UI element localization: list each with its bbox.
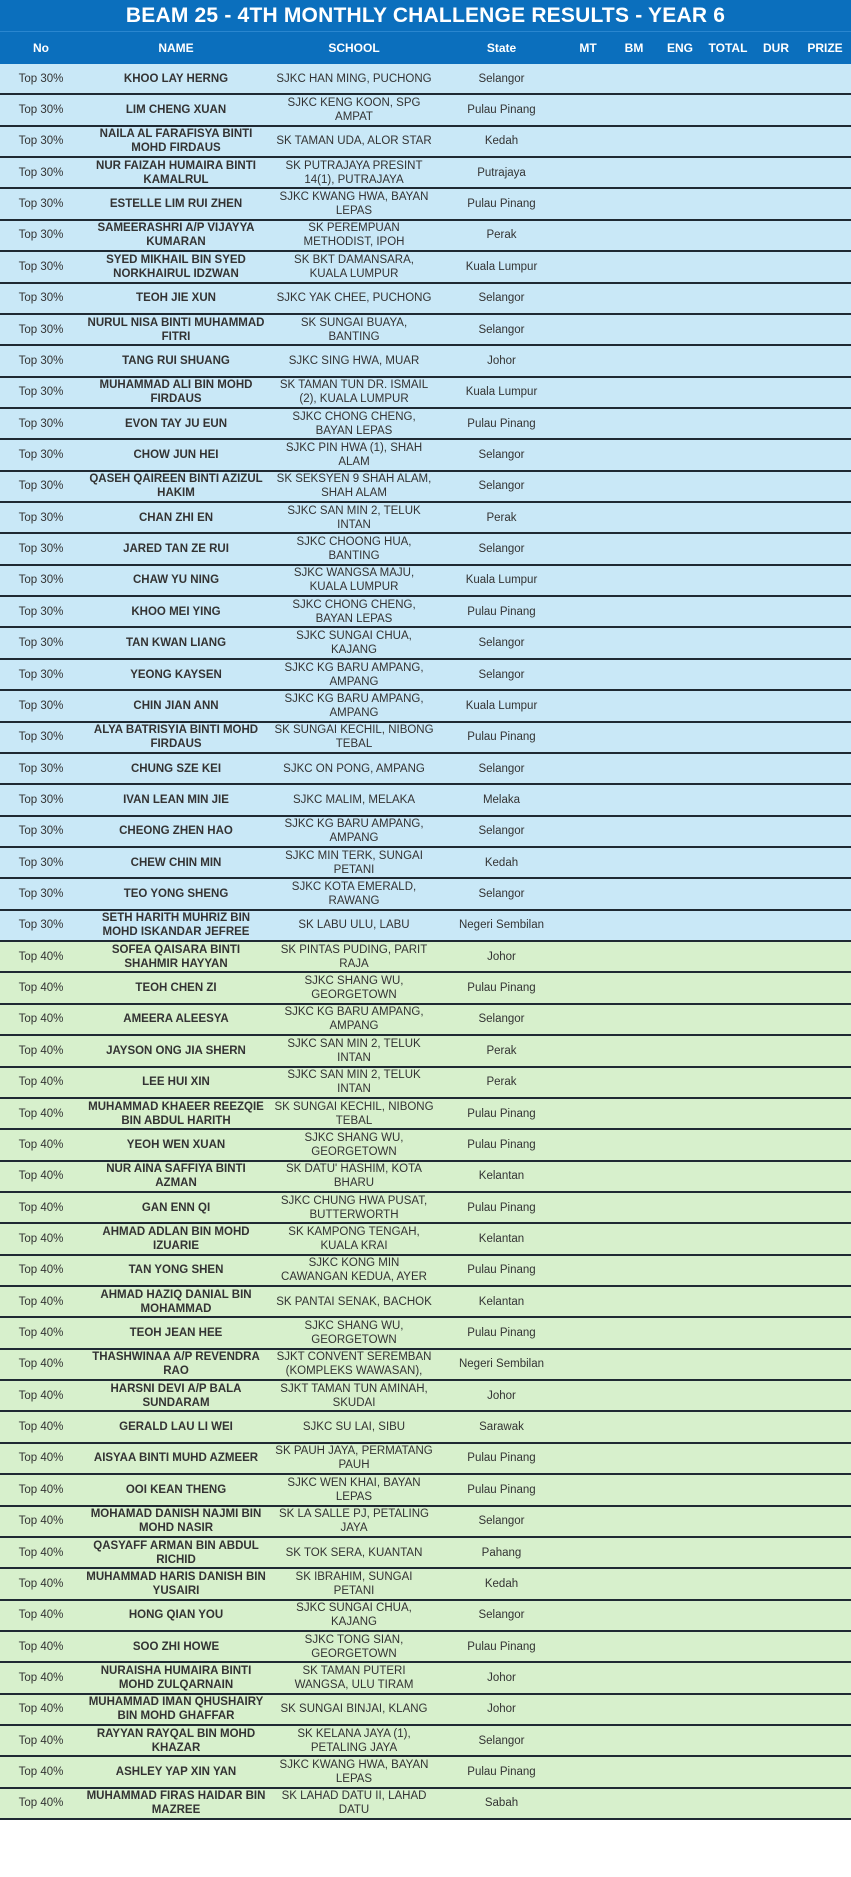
- row-name: AHMAD HAZIQ DANIAL BIN MOHAMMAD: [100, 1288, 252, 1315]
- row-state: Selangor: [478, 668, 525, 681]
- row-name: EVON TAY JU EUN: [124, 417, 228, 430]
- row-name: MUHAMMAD ALI BIN MOHD FIRDAUS: [99, 379, 253, 406]
- table-row: [0, 848, 851, 879]
- row-state: Kuala Lumpur: [465, 699, 538, 712]
- row-state: Pulau Pinang: [467, 198, 536, 211]
- row-name: CHEONG ZHEN HAO: [119, 825, 233, 838]
- row-school: SJKC SAN MIN 2, TELUK INTAN: [287, 1069, 421, 1096]
- row-state: Selangor: [478, 72, 525, 85]
- row-name: ALYA BATRISYIA BINTI MOHD FIRDAUS: [93, 724, 259, 751]
- header-mt: MT: [579, 41, 597, 55]
- row-school: SK PUTRAJAYA PRESINT 14(1), PUTRAJAYA: [285, 159, 423, 186]
- table-row: [0, 1538, 851, 1569]
- table-row: [0, 1318, 851, 1349]
- header-name: NAME: [158, 41, 194, 55]
- row-state: Pahang: [481, 1546, 522, 1559]
- row-state: Negeri Sembilan: [458, 1358, 544, 1371]
- row-school: SJKC KOTA EMERALD, RAWANG: [291, 881, 417, 908]
- row-name: GAN ENN QI: [141, 1201, 211, 1214]
- row-name: LIM CHENG XUAN: [125, 104, 227, 117]
- row-school: SJKC KWANG HWA, BAYAN LEPAS: [279, 191, 429, 218]
- row-rank: Top 40%: [18, 950, 64, 963]
- table-row: [0, 284, 851, 315]
- row-name: JARED TAN ZE RUI: [123, 543, 229, 556]
- table-row: [0, 1475, 851, 1506]
- row-rank: Top 40%: [18, 1640, 64, 1653]
- row-rank: Top 40%: [18, 1797, 64, 1810]
- row-state: Pulau Pinang: [467, 731, 536, 744]
- row-school: SJKC MIN TERK, SUNGAI PETANI: [285, 849, 423, 876]
- row-school: SK PANTAI SENAK, BACHOK: [276, 1295, 432, 1308]
- row-school: SJKC HAN MING, PUCHONG: [276, 72, 432, 85]
- table-row: [0, 597, 851, 628]
- row-rank: Top 40%: [18, 1264, 64, 1277]
- table-row: [0, 1444, 851, 1475]
- table-row: [0, 973, 851, 1004]
- row-name: SOO ZHI HOWE: [132, 1640, 220, 1653]
- row-rank: Top 30%: [18, 731, 64, 744]
- row-rank: Top 40%: [18, 1546, 64, 1559]
- row-state: Selangor: [478, 888, 525, 901]
- row-school: SJKC TONG SIAN, GEORGETOWN: [304, 1633, 404, 1660]
- row-state: Putrajaya: [477, 166, 526, 179]
- row-rank: Top 30%: [18, 354, 64, 367]
- row-rank: Top 30%: [18, 793, 64, 806]
- row-rank: Top 30%: [18, 511, 64, 524]
- row-rank: Top 30%: [18, 699, 64, 712]
- row-name: MUHAMMAD HARIS DANISH BIN YUSAIRI: [86, 1570, 266, 1597]
- row-rank: Top 40%: [18, 1107, 64, 1120]
- row-state: Pulau Pinang: [467, 1327, 536, 1340]
- row-rank: Top 40%: [18, 1452, 64, 1465]
- row-rank: Top 40%: [18, 1483, 64, 1496]
- row-name: CHUNG SZE KEI: [130, 762, 222, 775]
- row-rank: Top 40%: [18, 1013, 64, 1026]
- table-row: [0, 817, 851, 848]
- row-school: SK TAMAN TUN DR. ISMAIL (2), KUALA LUMPUR: [279, 379, 429, 406]
- row-state: Pulau Pinang: [467, 1640, 536, 1653]
- row-state: Negeri Sembilan: [458, 919, 544, 932]
- row-name: TANG RUI SHUANG: [122, 354, 230, 367]
- row-name: CHAN ZHI EN: [138, 511, 214, 524]
- table-row: [0, 628, 851, 659]
- row-name: HONG QIAN YOU: [128, 1609, 224, 1622]
- row-school: SK PAUH JAYA, PERMATANG PAUH: [275, 1445, 433, 1472]
- row-rank: Top 40%: [18, 1421, 64, 1434]
- row-rank: Top 30%: [18, 543, 64, 556]
- row-state: Kelantan: [478, 1232, 525, 1245]
- row-school: SJKT CONVENT SEREMBAN (KOMPLEKS WAWASAN),: [276, 1350, 432, 1377]
- row-name: NURAISHA HUMAIRA BINTI MOHD ZULQARNAIN: [100, 1665, 252, 1691]
- row-rank: Top 40%: [18, 1358, 64, 1371]
- row-school: SJKC KG BARU AMPANG, AMPANG: [284, 1006, 424, 1033]
- row-name: CHAW YU NING: [132, 574, 220, 587]
- row-rank: Top 30%: [18, 323, 64, 336]
- row-school: SJKC KWANG HWA, BAYAN LEPAS: [279, 1759, 429, 1786]
- header-no: No: [33, 41, 49, 55]
- table-row: [0, 785, 851, 816]
- row-state: Johor: [487, 354, 516, 367]
- row-state: Perak: [486, 1044, 517, 1057]
- row-name: MUHAMMAD KHAEER REEZQIE BIN ABDUL HARITH: [88, 1100, 264, 1127]
- row-rank: Top 40%: [18, 1170, 64, 1183]
- table-row: [0, 1789, 851, 1820]
- row-school: SK SUNGAI BINJAI, KLANG: [280, 1703, 428, 1716]
- table-row: [0, 723, 851, 754]
- table-row: [0, 1757, 851, 1788]
- header-school: SCHOOL: [328, 41, 380, 55]
- row-name: YEOH WEN XUAN: [126, 1138, 226, 1151]
- table-row: [0, 1569, 851, 1600]
- row-name: QASYAFF ARMAN BIN ABDUL RICHID: [93, 1539, 259, 1566]
- table-row: [0, 1507, 851, 1538]
- row-rank: Top 40%: [18, 1044, 64, 1057]
- row-state: Melaka: [482, 793, 521, 806]
- row-school: SK IBRAHIM, SUNGAI PETANI: [295, 1570, 413, 1597]
- row-school: SK LAHAD DATU II, LAHAD DATU: [281, 1790, 427, 1817]
- row-name: SETH HARITH MUHRIZ BIN MOHD ISKANDAR JEFREE: [101, 912, 251, 939]
- header-state: State: [486, 41, 517, 55]
- table-row: [0, 1193, 851, 1224]
- row-state: Kedah: [484, 1577, 519, 1590]
- row-state: Pulau Pinang: [467, 417, 536, 430]
- row-school: SJKC SAN MIN 2, TELUK INTAN: [287, 1037, 421, 1064]
- row-rank: Top 30%: [18, 104, 64, 117]
- header-dur: DUR: [763, 41, 789, 55]
- row-rank: Top 40%: [18, 1138, 64, 1151]
- row-name: IVAN LEAN MIN JIE: [123, 793, 229, 806]
- table-row: [0, 1601, 851, 1632]
- row-state: Selangor: [478, 323, 525, 336]
- row-school: SJKC SING HWA, MUAR: [288, 354, 420, 367]
- row-rank: Top 30%: [18, 919, 64, 932]
- row-state: Kedah: [484, 856, 519, 869]
- row-name: SAMEERASHRI A/P VIJAYYA KUMARAN: [97, 222, 255, 249]
- table-row: [0, 1663, 851, 1694]
- table-row: [0, 189, 851, 220]
- table-row: [0, 1068, 851, 1099]
- row-name: QASEH QAIREEN BINTI AZIZUL HAKIM: [89, 473, 263, 500]
- row-name: MOHAMAD DANISH NAJMI BIN MOHD NASIR: [90, 1508, 262, 1535]
- row-school: SK LABU ULU, LABU: [298, 919, 410, 932]
- table-row: [0, 409, 851, 440]
- row-state: Kuala Lumpur: [465, 574, 538, 587]
- row-state: Kelantan: [478, 1295, 525, 1308]
- row-school: SJKC SHANG WU, GEORGETOWN: [304, 1320, 404, 1347]
- row-school: SJKC SUNGAI CHUA, KAJANG: [296, 630, 412, 657]
- row-school: SJKC SAN MIN 2, TELUK INTAN: [287, 504, 421, 531]
- row-rank: Top 30%: [18, 386, 64, 399]
- header-total: TOTAL: [708, 41, 748, 55]
- row-rank: Top 40%: [18, 1515, 64, 1528]
- row-state: Perak: [486, 1076, 517, 1089]
- row-name: RAYYAN RAYQAL BIN MOHD KHAZAR: [96, 1727, 256, 1754]
- row-state: Kuala Lumpur: [465, 260, 538, 273]
- table-row: [0, 566, 851, 597]
- row-name: TAN KWAN LIANG: [125, 637, 227, 650]
- row-name: YEONG KAYSEN: [130, 668, 222, 681]
- row-rank: Top 30%: [18, 825, 64, 838]
- table-row: [0, 1005, 851, 1036]
- row-state: Sabah: [484, 1797, 519, 1810]
- row-name: CHIN JIAN ANN: [133, 699, 219, 712]
- row-rank: Top 30%: [18, 574, 64, 587]
- table-row: [0, 158, 851, 189]
- row-state: Selangor: [478, 1013, 525, 1026]
- row-state: Johor: [487, 1389, 516, 1402]
- table-row: [0, 1099, 851, 1130]
- row-name: OOI KEAN THENG: [125, 1483, 227, 1496]
- row-school: SJKC CHONG CHENG, BAYAN LEPAS: [292, 598, 416, 625]
- row-rank: Top 30%: [18, 762, 64, 775]
- row-name: JAYSON ONG JIA SHERN: [106, 1044, 246, 1057]
- row-rank: Top 30%: [18, 856, 64, 869]
- table-row: [0, 95, 851, 126]
- row-state: Pulau Pinang: [467, 1201, 536, 1214]
- table-row: [0, 879, 851, 910]
- row-state: Johor: [487, 1672, 516, 1684]
- row-school: SJKC CHONG CHENG, BAYAN LEPAS: [292, 410, 416, 437]
- row-rank: Top 40%: [18, 1577, 64, 1590]
- row-name: TAN YONG SHEN: [128, 1264, 224, 1277]
- row-school: SK KAMPONG TENGAH, KUALA KRAI: [288, 1225, 420, 1252]
- row-rank: Top 30%: [18, 72, 64, 85]
- row-name: CHOW JUN HEI: [133, 448, 219, 461]
- row-name: KHOO LAY HERNG: [123, 72, 229, 85]
- table-row: [0, 660, 851, 691]
- row-rank: Top 30%: [18, 135, 64, 148]
- row-rank: Top 30%: [18, 480, 64, 493]
- row-school: SK SUNGAI KECHIL, NIBONG TEBAL: [274, 1100, 434, 1127]
- row-rank: Top 30%: [18, 229, 64, 242]
- row-school: SJKC KG BARU AMPANG, AMPANG: [284, 818, 424, 845]
- row-rank: Top 30%: [18, 637, 64, 650]
- row-school: SJKC PIN HWA (1), SHAH ALAM: [285, 441, 423, 468]
- row-name: SOFEA QAISARA BINTI SHAHMIR HAYYAN: [111, 943, 241, 970]
- table-row: [0, 378, 851, 409]
- table-row: [0, 252, 851, 283]
- row-school: SJKC ON PONG, AMPANG: [283, 762, 425, 775]
- row-school: SK SUNGAI KECHIL, NIBONG TEBAL: [274, 724, 434, 751]
- row-state: Perak: [486, 229, 517, 242]
- row-name: TEOH CHEN ZI: [135, 982, 217, 995]
- row-rank: Top 40%: [18, 1201, 64, 1214]
- row-name: TEOH JEAN HEE: [129, 1327, 223, 1340]
- table-row: [0, 1350, 851, 1381]
- row-rank: Top 30%: [18, 198, 64, 211]
- row-school: SJKC CHOONG HUA, BANTING: [296, 536, 412, 563]
- header-prize: PRIZE: [807, 41, 843, 55]
- row-name: AHMAD ADLAN BIN MOHD IZUARIE: [102, 1225, 250, 1252]
- row-school: SK PINTAS PUDING, PARIT RAJA: [280, 943, 428, 970]
- table-row: [0, 1726, 851, 1757]
- row-rank: Top 30%: [18, 668, 64, 681]
- row-school: SJKC KG BARU AMPANG, AMPANG: [284, 661, 424, 688]
- row-name: SYED MIKHAIL BIN SYED NORKHAIRUL IDZWAN: [106, 253, 246, 280]
- table-row: [0, 691, 851, 722]
- row-school: SJKC SUNGAI CHUA, KAJANG: [296, 1602, 412, 1629]
- row-state: Pulau Pinang: [467, 1766, 536, 1779]
- row-state: Pulau Pinang: [467, 1138, 536, 1151]
- row-state: Pulau Pinang: [467, 1483, 536, 1496]
- row-name: GERALD LAU LI WEI: [119, 1421, 233, 1434]
- row-state: Selangor: [478, 292, 525, 305]
- row-state: Perak: [486, 511, 517, 524]
- table-row: [0, 1632, 851, 1663]
- row-school: SK TOK SERA, KUANTAN: [285, 1546, 423, 1559]
- table-row: [0, 1695, 851, 1726]
- table-row: [0, 942, 851, 973]
- row-rank: Top 30%: [18, 292, 64, 305]
- row-name: ESTELLE LIM RUI ZHEN: [109, 198, 243, 211]
- table-row: [0, 911, 851, 942]
- row-school: SK SEKSYEN 9 SHAH ALAM, SHAH ALAM: [276, 473, 432, 500]
- table-row: [0, 221, 851, 252]
- row-school: SJKT TAMAN TUN AMINAH, SKUDAI: [280, 1382, 428, 1409]
- row-name: KHOO MEI YING: [131, 605, 221, 618]
- table-row: [0, 1381, 851, 1412]
- row-rank: Top 40%: [18, 1327, 64, 1340]
- row-rank: Top 30%: [18, 260, 64, 273]
- row-name: NURUL NISA BINTI MUHAMMAD FITRI: [87, 316, 265, 343]
- row-school: SJKC KENG KOON, SPG AMPAT: [287, 97, 421, 124]
- row-name: LEE HUI XIN: [142, 1076, 210, 1089]
- row-state: Pulau Pinang: [467, 104, 536, 117]
- row-rank: Top 40%: [18, 982, 64, 995]
- row-state: Selangor: [478, 1734, 525, 1747]
- row-school: SJKC WANGSA MAJU, KUALA LUMPUR: [293, 567, 415, 594]
- row-state: Kedah: [484, 135, 519, 148]
- row-rank: Top 30%: [18, 166, 64, 179]
- table-row: [0, 534, 851, 565]
- row-state: Johor: [487, 950, 516, 963]
- row-name: TEO YONG SHENG: [123, 888, 229, 901]
- header-eng: ENG: [666, 41, 693, 55]
- table-row: [0, 472, 851, 503]
- row-state: Selangor: [478, 1609, 525, 1622]
- page-title: BEAM 25 - 4TH MONTHLY CHALLENGE RESULTS - YEAR 6: [0, 0, 851, 31]
- row-state: Selangor: [478, 762, 525, 775]
- row-rank: Top 40%: [18, 1703, 64, 1716]
- table-row: [0, 1256, 851, 1287]
- row-name: AISYAA BINTI MUHD AZMEER: [93, 1452, 259, 1465]
- row-school: SK PEREMPUAN METHODIST, IPOH: [303, 222, 405, 249]
- header-bm: BM: [624, 41, 644, 55]
- table-row: [0, 64, 851, 95]
- row-rank: Top 30%: [18, 605, 64, 618]
- row-name: ASHLEY YAP XIN YAN: [115, 1766, 237, 1779]
- table-row: [0, 346, 851, 377]
- row-school: SJKC MALIM, MELAKA: [292, 793, 416, 806]
- results-table-body: [0, 64, 851, 1820]
- row-name: NUR FAIZAH HUMAIRA BINTI KAMALRUL: [96, 159, 256, 186]
- table-header: [0, 31, 851, 64]
- row-school: SJKC CHUNG HWA PUSAT, BUTTERWORTH: [280, 1194, 428, 1221]
- table-row: [0, 1412, 851, 1443]
- row-rank: Top 40%: [18, 1609, 64, 1622]
- table-row: [0, 315, 851, 346]
- row-state: Pulau Pinang: [467, 1264, 536, 1277]
- table-row: [0, 440, 851, 471]
- row-name: MUHAMMAD FIRAS HAIDAR BIN MAZREE: [86, 1790, 266, 1817]
- row-rank: Top 40%: [18, 1766, 64, 1779]
- row-school: SK LA SALLE PJ, PETALING JAYA: [279, 1508, 429, 1535]
- row-name: CHEW CHIN MIN: [130, 856, 222, 869]
- row-state: Pulau Pinang: [467, 982, 536, 995]
- row-school: SK TAMAN PUTERI WANGSA, ULU TIRAM: [294, 1665, 414, 1691]
- row-school: SJKC WEN KHAI, BAYAN LEPAS: [287, 1476, 421, 1503]
- row-school: SK KELANA JAYA (1), PETALING JAYA: [297, 1727, 411, 1754]
- row-school: SJKC KONG MIN CAWANGAN KEDUA, AYER: [281, 1256, 427, 1283]
- row-state: Pulau Pinang: [467, 1452, 536, 1465]
- row-school: SJKC SU LAI, SIBU: [302, 1421, 406, 1434]
- row-school: SJKC SHANG WU, GEORGETOWN: [304, 975, 404, 1002]
- row-school: SK DATU' HASHIM, KOTA BHARU: [286, 1163, 422, 1190]
- row-school: SK TAMAN UDA, ALOR STAR: [276, 135, 432, 148]
- table-row: [0, 127, 851, 158]
- row-school: SK SUNGAI BUAYA, BANTING: [300, 316, 408, 343]
- table-row: [0, 1162, 851, 1193]
- row-rank: Top 30%: [18, 417, 64, 430]
- row-school: SJKC YAK CHEE, PUCHONG: [276, 292, 432, 305]
- row-state: Johor: [487, 1703, 516, 1716]
- table-row: [0, 1036, 851, 1067]
- row-state: Selangor: [478, 637, 525, 650]
- row-rank: Top 40%: [18, 1076, 64, 1089]
- table-row: [0, 1287, 851, 1318]
- row-state: Pulau Pinang: [467, 605, 536, 618]
- row-state: Selangor: [478, 1515, 525, 1528]
- row-state: Pulau Pinang: [467, 1107, 536, 1120]
- row-state: Selangor: [478, 825, 525, 838]
- row-name: TEOH JIE XUN: [136, 292, 216, 305]
- row-name: NAILA AL FARAFISYA BINTI MOHD FIRDAUS: [99, 128, 253, 155]
- row-school: SK BKT DAMANSARA, KUALA LUMPUR: [294, 253, 414, 280]
- row-state: Sarawak: [479, 1421, 524, 1434]
- row-state: Kuala Lumpur: [465, 386, 538, 399]
- table-row: [0, 754, 851, 785]
- row-name: THASHWINAA A/P REVENDRA RAO: [92, 1351, 260, 1378]
- row-state: Selangor: [478, 543, 525, 556]
- row-school: SJKC KG BARU AMPANG, AMPANG: [284, 692, 424, 719]
- row-name: HARSNI DEVI A/P BALA SUNDARAM: [110, 1382, 242, 1409]
- row-name: NUR AINA SAFFIYA BINTI AZMAN: [106, 1163, 246, 1190]
- row-rank: Top 40%: [18, 1734, 64, 1747]
- table-row: [0, 1224, 851, 1255]
- table-row: [0, 503, 851, 534]
- row-state: Selangor: [478, 448, 525, 461]
- row-rank: Top 40%: [18, 1389, 64, 1402]
- row-state: Selangor: [478, 480, 525, 493]
- row-school: SJKC SHANG WU, GEORGETOWN: [304, 1131, 404, 1158]
- row-name: AMEERA ALEESYA: [123, 1013, 229, 1026]
- row-rank: Top 40%: [18, 1232, 64, 1245]
- table-row: [0, 1130, 851, 1161]
- row-rank: Top 30%: [18, 888, 64, 901]
- row-rank: Top 40%: [18, 1672, 64, 1684]
- row-state: Kelantan: [478, 1170, 525, 1183]
- row-rank: Top 30%: [18, 448, 64, 461]
- row-rank: Top 40%: [18, 1295, 64, 1308]
- row-name: MUHAMMAD IMAN QHUSHAIRY BIN MOHD GHAFFAR: [88, 1696, 264, 1723]
